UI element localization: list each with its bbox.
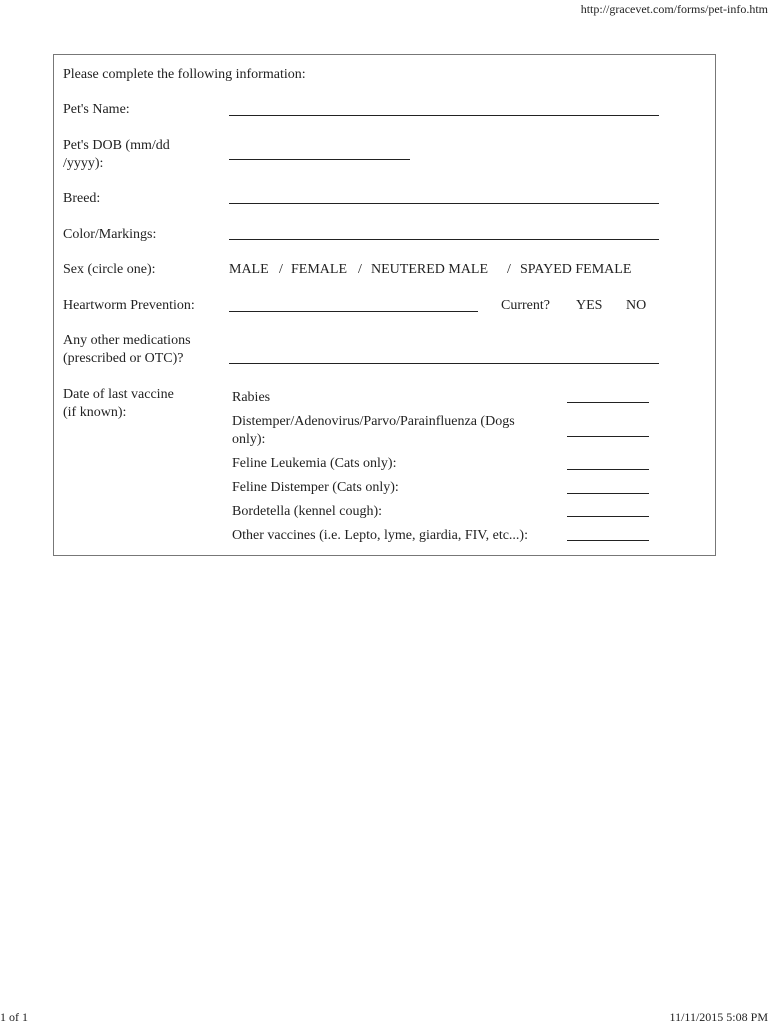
breed-label: Breed: <box>63 191 101 206</box>
vaccine-rabies-date-field[interactable] <box>567 402 649 403</box>
vaccine-bordetella-date-field[interactable] <box>567 516 649 517</box>
sex-separator: / <box>507 262 511 277</box>
pet-name-label: Pet's Name: <box>63 102 130 117</box>
vaccine-other-label: Other vaccines (i.e. Lepto, lyme, giardia, FIV, etc...): <box>232 528 528 543</box>
sex-option-female[interactable]: FEMALE <box>291 262 347 277</box>
sex-option-neutered-male[interactable]: NEUTERED MALE <box>371 262 489 277</box>
sex-label: Sex (circle one): <box>63 262 156 277</box>
other-meds-field[interactable] <box>229 363 659 364</box>
pet-dob-label-line1: Pet's DOB (mm/dd <box>63 138 170 153</box>
vaccine-distemper-label-line2: only): <box>232 432 266 447</box>
sex-separator: / <box>358 262 362 277</box>
sex-separator: / <box>279 262 283 277</box>
vaccine-bordetella-label: Bordetella (kennel cough): <box>232 504 383 519</box>
vaccine-feline-leukemia-label: Feline Leukemia (Cats only): <box>232 456 397 471</box>
current-label: Current? <box>501 298 550 313</box>
vaccine-label-line1: Date of last vaccine <box>63 387 174 402</box>
print-datetime: 11/11/2015 5:08 PM <box>669 1010 768 1024</box>
sex-option-male[interactable]: MALE <box>229 262 269 277</box>
current-yes-option[interactable]: YES <box>576 298 603 313</box>
page-url: http://gracevet.com/forms/pet-info.htm <box>580 2 768 16</box>
heartworm-label: Heartworm Prevention: <box>63 298 195 313</box>
breed-field[interactable] <box>229 203 659 204</box>
heartworm-field[interactable] <box>229 311 478 312</box>
vaccine-feline-leukemia-date-field[interactable] <box>567 469 649 470</box>
form-intro: Please complete the following information: <box>63 67 306 82</box>
vaccine-distemper-date-field[interactable] <box>567 436 649 437</box>
vaccine-label-line2: (if known): <box>63 405 127 420</box>
vaccine-other-date-field[interactable] <box>567 540 649 541</box>
pet-name-field[interactable] <box>229 115 659 116</box>
pet-dob-label-line2: /yyyy): <box>63 156 104 171</box>
current-no-option[interactable]: NO <box>626 298 647 313</box>
color-markings-field[interactable] <box>229 239 659 240</box>
other-meds-label-line1: Any other medications <box>63 333 191 348</box>
vaccine-feline-distemper-date-field[interactable] <box>567 493 649 494</box>
vaccine-distemper-label-line1: Distemper/Adenovirus/Parvo/Parainfluenza (Dogs <box>232 414 515 429</box>
other-meds-label-line2: (prescribed or OTC)? <box>63 351 184 366</box>
color-markings-label: Color/Markings: <box>63 227 157 242</box>
sex-option-spayed-female[interactable]: SPAYED FEMALE <box>520 262 632 277</box>
vaccine-rabies-label: Rabies <box>232 390 271 405</box>
pet-dob-field[interactable] <box>229 159 410 160</box>
page-number: 1 of 1 <box>0 1010 28 1024</box>
vaccine-feline-distemper-label: Feline Distemper (Cats only): <box>232 480 399 495</box>
